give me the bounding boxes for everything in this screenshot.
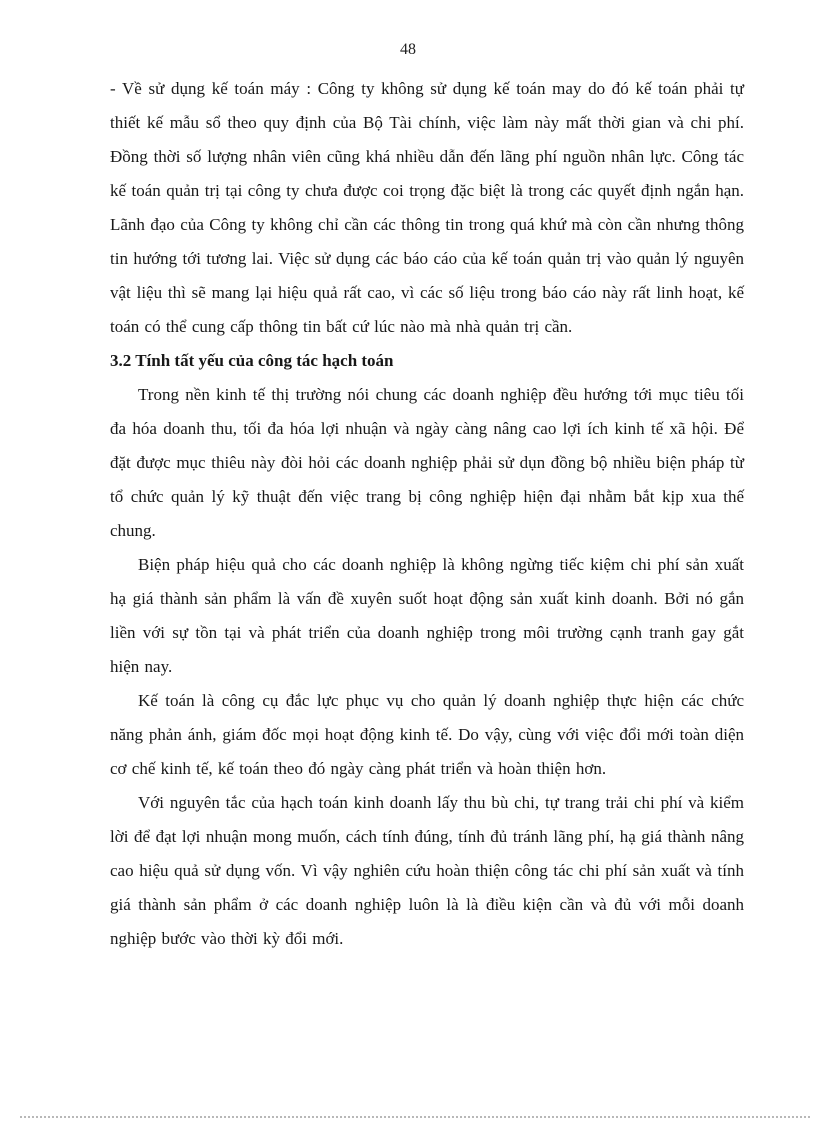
paragraph-accounting-tool: Kế toán là công cụ đắc lực phục vụ cho quản lý doanh nghiệp thực hiện các chức năng phản ánh, giám đốc mọi hoạt động kinh tế. Do vậy, cùng với việc đổi mới toàn diện cơ chế kinh tế, kế toán theo đó ngày càng phát triển và hoàn thiện hơn. xyxy=(110,691,744,778)
section-heading-3-2: 3.2 Tính tất yếu của công tác hạch toán xyxy=(110,351,394,370)
page-break-dotted-line xyxy=(20,1116,810,1118)
page-number: 48 xyxy=(400,41,416,58)
paragraph-market-economy: Trong nền kinh tế thị trường nói chung các doanh nghiệp đều hướng tới mục tiêu tối đa hóa doanh thu, tối đa hóa lợi nhuận và ngày càng nâng cao lợi ích kinh tế xã hội. Để đặt được mục thiêu này đòi hỏi các doanh nghiệp phải sử dụn đồng bộ nhiều biện pháp từ tổ chức quản lý kỹ thuật đến việc trang bị công nghiệp hiện đại nhằm bắt kịp xua thế chung. xyxy=(110,385,744,540)
text-block xyxy=(0,72,816,956)
paragraph-cost-saving: Biện pháp hiệu quả cho các doanh nghiệp là không ngừng tiếc kiệm chi phí sản xuất hạ giá thành sản phẩm là vấn đề xuyên suốt hoạt động sản xuất kinh doanh. Bởi nó gắn liền với sự tồn tại và phát triển của doanh nghiệp trong môi trường cạnh tranh gay gắt hiện nay. xyxy=(110,555,744,676)
paragraph-business-principle: Với nguyên tắc của hạch toán kinh doanh lấy thu bù chi, tự trang trải chi phí và kiểm lời để đạt lợi nhuận mong muốn, cách tính đúng, tính đủ tránh lãng phí, hạ giá thành nâng cao hiệu quả sử dụng vốn. Vì vậy nghiên cứu hoàn thiện công tác chi phí sản xuất và tính giá thành sản phẩm ở các doanh nghiệp luôn là là điều kiện cần và đủ với mỗi doanh nghiệp bước vào thời kỳ đổi mới. xyxy=(110,793,744,948)
paragraph-accounting-software: - Về sử dụng kế toán máy : Công ty không sử dụng kế toán may do đó kế toán phải tự thiết kế mẫu sổ theo quy định của Bộ Tài chính, việc làm này mất thời gian và chi phí. Đồng thời số lượng nhân viên cũng khá nhiều dẫn đến lãng phí nguồn nhân lực. Công tác kế toán quản trị tại công ty chưa được coi trọng đặc biệt là trong các quyết định ngắn hạn. Lãnh đạo của Công ty không chỉ cần các thông tin trong quá khứ mà còn cần nhưng thông tin hướng tới tương lai. Việc sử dụng các báo cáo của kế toán quản trị vào quản lý nguyên vật liệu thì sẽ mang lại hiệu quả rất cao, vì các số liệu trong báo cáo này rất linh hoạt, kế toán có thể cung cấp thông tin bất cứ lúc nào mà nhà quản trị cần. xyxy=(110,79,744,336)
